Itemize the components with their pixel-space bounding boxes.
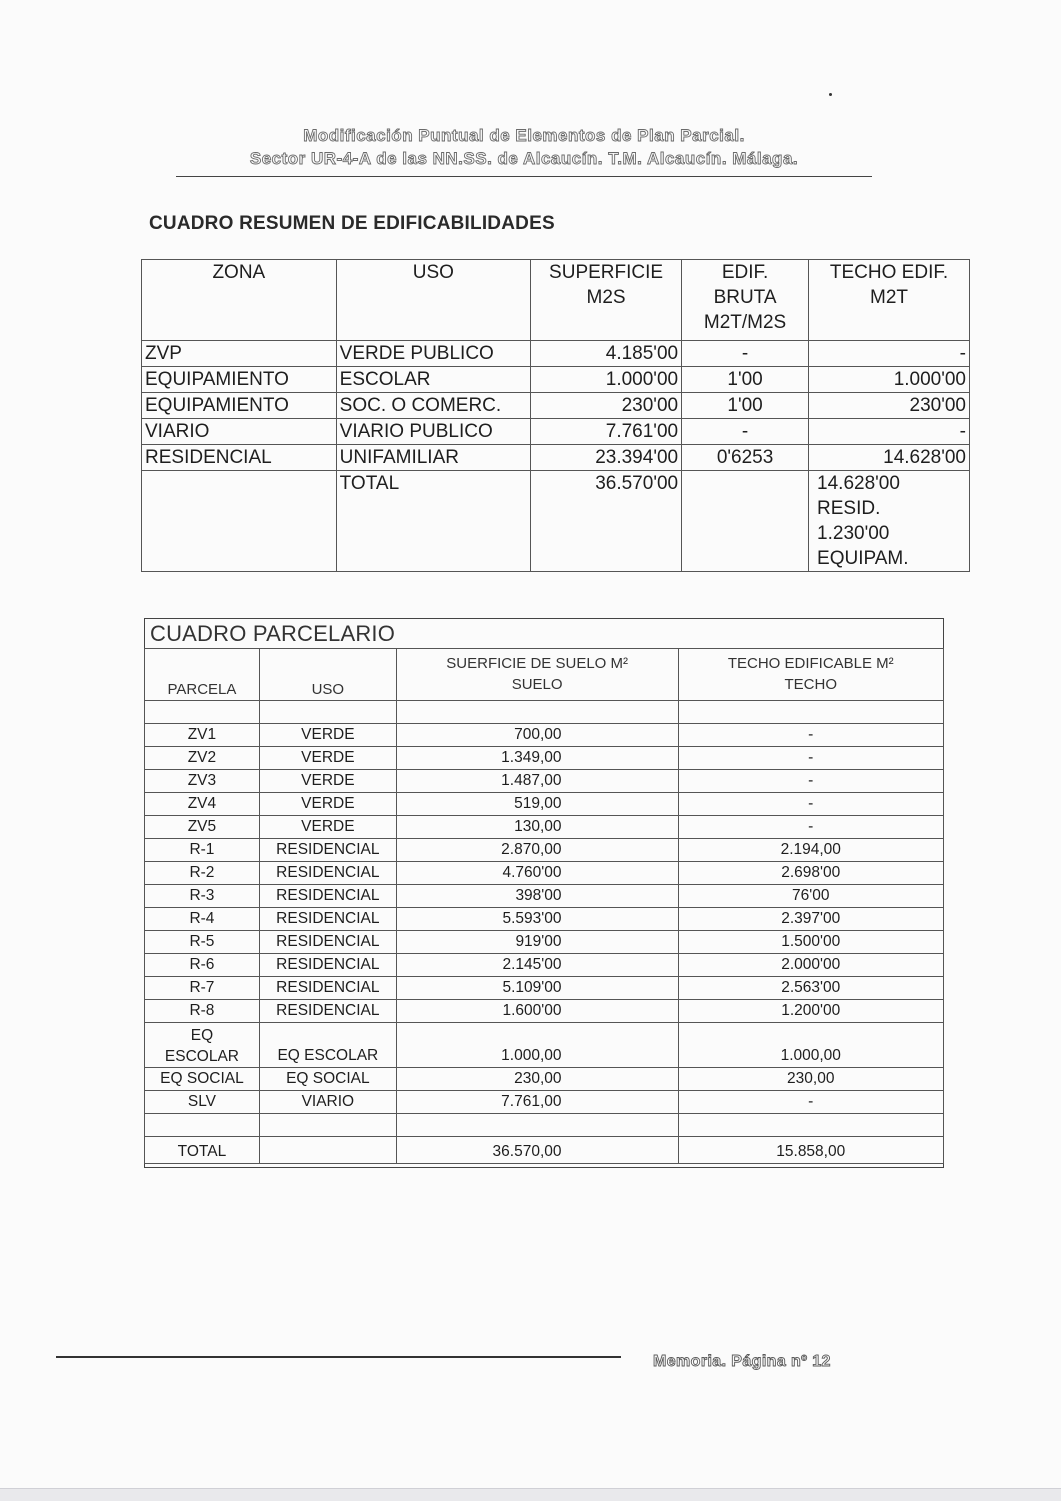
- total-label: TOTAL: [145, 1137, 260, 1164]
- blank-row: [145, 701, 944, 724]
- parcela-cell: R-1: [145, 839, 260, 862]
- parcela-row: [145, 954, 944, 977]
- parcelario-total-row: [145, 1137, 944, 1164]
- parcela-cell: R-5: [145, 931, 260, 954]
- blank-cell: [678, 1114, 944, 1137]
- uso-cell: VERDE: [259, 747, 396, 770]
- parcela-row: [145, 862, 944, 885]
- superficie-cell: 700,00: [396, 724, 678, 747]
- techo-cell: 2.000'00: [678, 954, 944, 977]
- uso-cell: RESIDENCIAL: [259, 954, 396, 977]
- uso-cell: RESIDENCIAL: [259, 839, 396, 862]
- header-subtitle: Sector UR-4-A de las NN.SS. de Alcaucín. T.M. Alcaucín. Málaga.: [249, 149, 799, 168]
- techo-cell: 1.000'00: [809, 367, 970, 393]
- techo-cell: -: [678, 724, 944, 747]
- uso-cell: RESIDENCIAL: [259, 885, 396, 908]
- superficie-cell: 2.870,00: [396, 839, 678, 862]
- parcela-row: [145, 724, 944, 747]
- blank-cell: [259, 701, 396, 724]
- total-superficie: 36.570,00: [396, 1137, 678, 1164]
- header-title: Modificación Puntual de Elementos de Plan Parcial.: [303, 126, 745, 145]
- edif-cell: 1'00: [682, 367, 809, 393]
- total-techo: [809, 471, 970, 572]
- document-header: [176, 124, 872, 170]
- zona-cell: VIARIO: [142, 419, 337, 445]
- uso-cell: VIARIO PUBLICO: [336, 419, 530, 445]
- techo-cell: -: [809, 419, 970, 445]
- resumen-row: [142, 341, 970, 367]
- col-header-superficie: [396, 649, 678, 701]
- parcela-cell: ZV4: [145, 793, 260, 816]
- techo-cell: -: [678, 1091, 944, 1114]
- resumen-total-row: [142, 471, 970, 572]
- col-header-techo-line1: TECHO EDIFICABLE M²: [727, 655, 894, 672]
- parcela-cell: ZV3: [145, 770, 260, 793]
- superficie-cell: 4.760'00: [396, 862, 678, 885]
- edif-cell: 1'00: [682, 393, 809, 419]
- resumen-row: [142, 367, 970, 393]
- parcela-cell: EQ SOCIAL: [145, 1068, 260, 1091]
- ink-speck: [829, 93, 832, 96]
- col-header-superficie: SUPERFICIE M2S: [531, 260, 682, 341]
- parcela-row: [145, 770, 944, 793]
- parcela-cell: R-2: [145, 862, 260, 885]
- parcelario-title: CUADRO PARCELARIO: [150, 621, 396, 646]
- parcela-cell: R-4: [145, 908, 260, 931]
- edif-cell: [682, 471, 809, 572]
- uso-cell: UNIFAMILIAR: [336, 445, 530, 471]
- blank-row: [145, 1114, 944, 1137]
- parcela-cell: R-3: [145, 885, 260, 908]
- parcelario-box: [144, 618, 944, 1168]
- uso-cell: VERDE: [259, 724, 396, 747]
- col-header-parcela: PARCELA: [145, 649, 260, 701]
- blank-cell: [145, 1114, 260, 1137]
- uso-cell: EQ SOCIAL: [259, 1068, 396, 1091]
- techo-cell: -: [809, 341, 970, 367]
- superficie-cell: 5.593'00: [396, 908, 678, 931]
- parcela-row-slv: [145, 1091, 944, 1114]
- uso-cell: RESIDENCIAL: [259, 931, 396, 954]
- uso-cell: RESIDENCIAL: [259, 977, 396, 1000]
- techo-cell: 1.200'00: [678, 1000, 944, 1023]
- total-techo-line: RESID.: [817, 498, 881, 519]
- superficie-cell: 7.761,00: [396, 1091, 678, 1114]
- techo-cell: -: [678, 747, 944, 770]
- col-header-techo: TECHO EDIF. M2T: [809, 260, 970, 341]
- parcela-cell: ZV2: [145, 747, 260, 770]
- uso-cell: VERDE: [259, 816, 396, 839]
- parcela-cell: R-8: [145, 1000, 260, 1023]
- resumen-row: [142, 445, 970, 471]
- superficie-cell: 7.761'00: [531, 419, 682, 445]
- resumen-row: [142, 393, 970, 419]
- techo-cell: 1.000,00: [678, 1023, 944, 1068]
- resumen-row: [142, 419, 970, 445]
- total-label: TOTAL: [336, 471, 530, 572]
- superficie-cell: 2.145'00: [396, 954, 678, 977]
- parcela-row: [145, 885, 944, 908]
- parcela-row: [145, 977, 944, 1000]
- blank-cell: [678, 701, 944, 724]
- parcela-cell: [145, 1023, 260, 1068]
- parcela-row: [145, 816, 944, 839]
- superficie-cell: 230,00: [396, 1068, 678, 1091]
- parcela-cell: ZV1: [145, 724, 260, 747]
- uso-cell: RESIDENCIAL: [259, 862, 396, 885]
- superficie-cell: 1.487,00: [396, 770, 678, 793]
- page-edge: [0, 1488, 1061, 1501]
- techo-cell: 2.397'00: [678, 908, 944, 931]
- blank-cell: [259, 1114, 396, 1137]
- total-techo-line: 14.628'00: [817, 473, 900, 494]
- uso-cell: ESCOLAR: [336, 367, 530, 393]
- zona-cell: EQUIPAMIENTO: [142, 393, 337, 419]
- zona-cell: RESIDENCIAL: [142, 445, 337, 471]
- parcela-row: [145, 1000, 944, 1023]
- parcela-cell: SLV: [145, 1091, 260, 1114]
- header-rule: [176, 176, 872, 177]
- page-number: Memoria. Página nº 12: [653, 1353, 831, 1370]
- col-header-superficie-line2: SUELO: [511, 676, 563, 693]
- uso-cell: SOC. O COMERC.: [336, 393, 530, 419]
- col-header-superficie-line1: SUERFICIE DE SUELO M²: [446, 655, 628, 672]
- techo-cell: -: [678, 770, 944, 793]
- zona-cell: EQUIPAMIENTO: [142, 367, 337, 393]
- uso-cell: VERDE PUBLICO: [336, 341, 530, 367]
- superficie-cell: 919'00: [396, 931, 678, 954]
- footer-rule: [56, 1356, 621, 1358]
- superficie-cell: 519,00: [396, 793, 678, 816]
- parcela-cell: R-7: [145, 977, 260, 1000]
- parcelario-table: [144, 648, 944, 1164]
- uso-cell: VERDE: [259, 770, 396, 793]
- superficie-cell: 130,00: [396, 816, 678, 839]
- resumen-title: CUADRO RESUMEN DE EDIFICABILIDADES: [149, 213, 555, 234]
- techo-cell: 2.563'00: [678, 977, 944, 1000]
- techo-cell: 2.194,00: [678, 839, 944, 862]
- superficie-cell: 4.185'00: [531, 341, 682, 367]
- techo-cell: 14.628'00: [809, 445, 970, 471]
- parcela-row: [145, 793, 944, 816]
- total-techo-line: 1.230'00: [817, 523, 890, 544]
- parcela-line: ESCOLAR: [164, 1048, 239, 1065]
- superficie-cell: 23.394'00: [531, 445, 682, 471]
- uso-cell: RESIDENCIAL: [259, 1000, 396, 1023]
- techo-cell: 230,00: [678, 1068, 944, 1091]
- parcela-cell: R-6: [145, 954, 260, 977]
- parcela-row: [145, 747, 944, 770]
- parcela-row-eq-social: [145, 1068, 944, 1091]
- parcela-line: EQ: [190, 1027, 214, 1044]
- col-header-zona: ZONA: [142, 260, 337, 341]
- edif-cell: -: [682, 341, 809, 367]
- parcelario-header-row: [145, 649, 944, 701]
- techo-cell: 2.698'00: [678, 862, 944, 885]
- total-superficie: 36.570'00: [531, 471, 682, 572]
- uso-cell: VIARIO: [259, 1091, 396, 1114]
- uso-cell: RESIDENCIAL: [259, 908, 396, 931]
- blank-cell: [396, 1114, 678, 1137]
- zona-cell: ZVP: [142, 341, 337, 367]
- col-header-uso: USO: [336, 260, 530, 341]
- superficie-cell: 1.600'00: [396, 1000, 678, 1023]
- superficie-cell: 1.349,00: [396, 747, 678, 770]
- col-header-edif: EDIF. BRUTA M2T/M2S: [682, 260, 809, 341]
- superficie-cell: 1.000'00: [531, 367, 682, 393]
- blank-cell: [145, 701, 260, 724]
- superficie-cell: 1.000,00: [396, 1023, 678, 1068]
- total-techo: 15.858,00: [678, 1137, 944, 1164]
- techo-cell: -: [678, 816, 944, 839]
- parcela-cell: ZV5: [145, 816, 260, 839]
- superficie-cell: 5.109'00: [396, 977, 678, 1000]
- resumen-header-row: [142, 260, 970, 341]
- techo-cell: 230'00: [809, 393, 970, 419]
- edif-cell: -: [682, 419, 809, 445]
- superficie-cell: 230'00: [531, 393, 682, 419]
- col-header-uso: USO: [259, 649, 396, 701]
- parcela-row: [145, 931, 944, 954]
- blank-cell: [396, 701, 678, 724]
- col-header-techo: [678, 649, 944, 701]
- techo-cell: 1.500'00: [678, 931, 944, 954]
- resumen-table: [141, 259, 970, 572]
- uso-cell: EQ ESCOLAR: [259, 1023, 396, 1068]
- edif-cell: 0'6253: [682, 445, 809, 471]
- zona-cell: [142, 471, 337, 572]
- uso-cell: VERDE: [259, 793, 396, 816]
- techo-cell: 76'00: [678, 885, 944, 908]
- col-header-techo-line2: TECHO: [784, 676, 837, 693]
- parcela-row-eq-escolar: [145, 1023, 944, 1068]
- superficie-cell: 398'00: [396, 885, 678, 908]
- parcela-row: [145, 908, 944, 931]
- uso-cell: [259, 1137, 396, 1164]
- parcela-row: [145, 839, 944, 862]
- total-techo-line: EQUIPAM.: [817, 548, 909, 569]
- techo-cell: -: [678, 793, 944, 816]
